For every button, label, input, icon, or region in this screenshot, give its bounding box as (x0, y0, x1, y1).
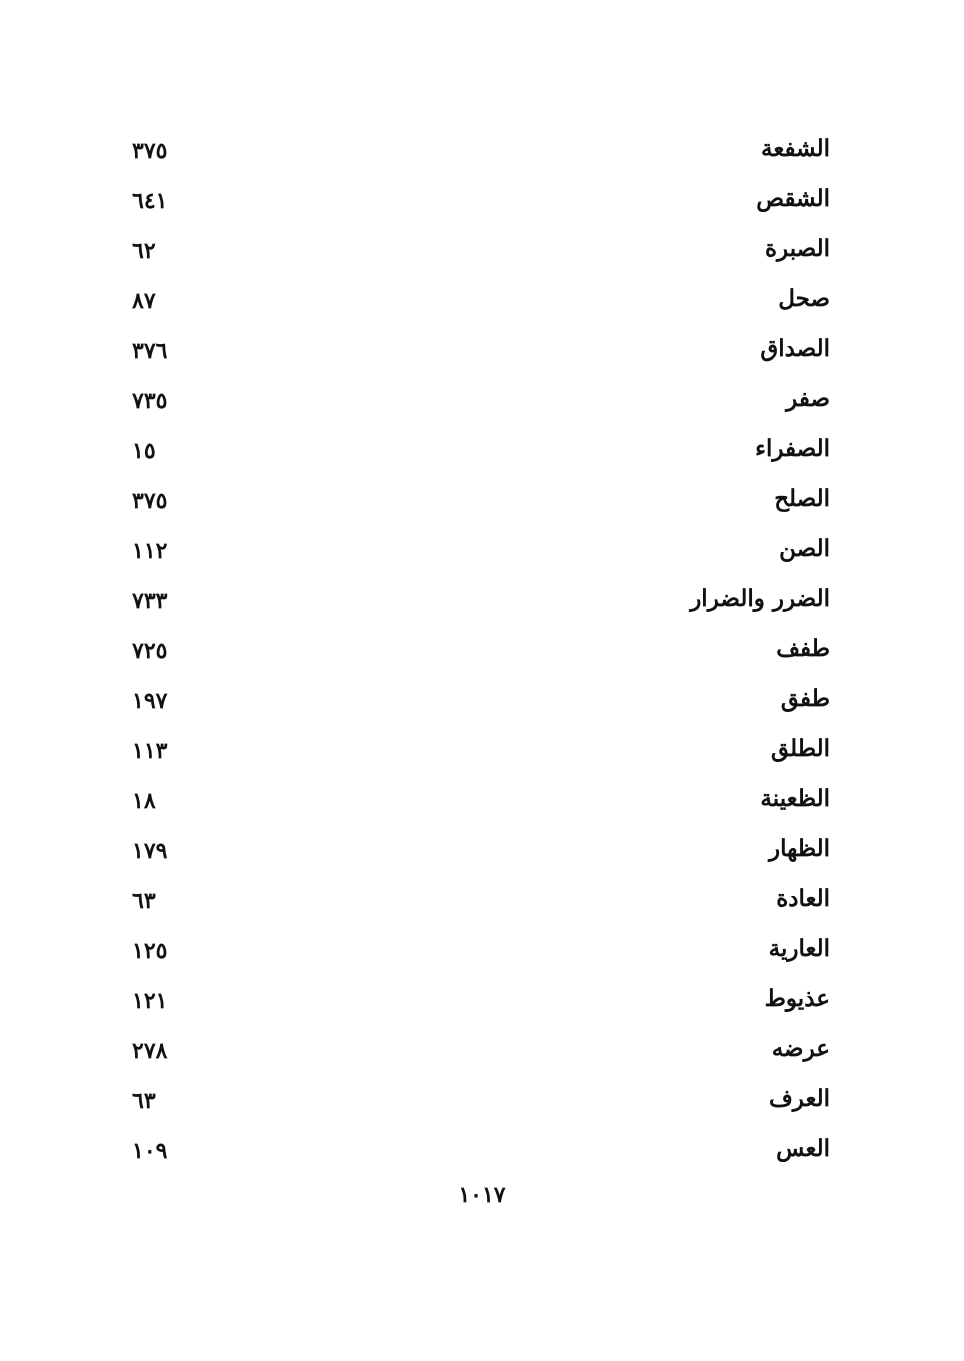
index-page-ref: ٧٢٥ (132, 638, 168, 664)
index-entry (120, 576, 830, 626)
index-page-ref: ٦٣ (132, 888, 156, 914)
index-term: الصداق (760, 335, 830, 362)
index-entry (120, 976, 830, 1026)
index-page-ref: ١٥ (132, 438, 156, 464)
index-list (120, 126, 830, 1176)
index-page-ref: ٦٢ (132, 238, 156, 264)
index-page-ref: ٨٧ (132, 288, 156, 314)
index-term: عذيوط (764, 985, 830, 1012)
index-entry (120, 1126, 830, 1176)
index-term: عرضه (771, 1035, 830, 1062)
index-entry (120, 276, 830, 326)
index-term: العرف (768, 1085, 830, 1112)
index-page-ref: ٧٣٥ (132, 388, 168, 414)
index-entry (120, 876, 830, 926)
index-page-ref: ٢٧٨ (132, 1038, 168, 1064)
index-page-ref: ١١٣ (132, 738, 168, 764)
index-entry (120, 176, 830, 226)
index-entry (120, 376, 830, 426)
page-number: ١٠١٧ (458, 1182, 506, 1208)
index-term: الصبرة (764, 235, 830, 262)
index-entry (120, 776, 830, 826)
index-page-ref: ١٨ (132, 788, 156, 814)
index-term: العادة (776, 885, 830, 912)
index-page-ref: ٣٧٦ (132, 338, 168, 364)
index-entry (120, 476, 830, 526)
index-entry (120, 1026, 830, 1076)
index-entry (120, 726, 830, 776)
index-entry (120, 526, 830, 576)
index-term: الصن (779, 535, 830, 562)
index-entry (120, 826, 830, 876)
index-term: طفف (776, 635, 830, 662)
index-page-ref: ٧٣٣ (132, 588, 168, 614)
index-term: الصلح (774, 485, 830, 512)
index-term: الظهار (769, 835, 830, 862)
index-page-ref: ١٢١ (132, 988, 168, 1014)
index-term: الشقص (756, 185, 830, 212)
index-term: الصفراء (755, 435, 830, 462)
index-page-ref: ١٧٩ (132, 838, 168, 864)
index-term: الشفعة (761, 135, 830, 162)
index-entry (120, 226, 830, 276)
index-entry (120, 676, 830, 726)
index-entry (120, 926, 830, 976)
index-term: طفق (780, 685, 830, 712)
index-page-ref: ٣٧٥ (132, 488, 168, 514)
index-entry (120, 1076, 830, 1126)
index-page-ref: ١٩٧ (132, 688, 168, 714)
index-page-ref: ١١٢ (132, 538, 168, 564)
index-page-ref: ٦٤١ (132, 188, 168, 214)
index-page-ref: ٣٧٥ (132, 138, 168, 164)
index-term: العس (776, 1135, 830, 1162)
index-term: صحل (778, 285, 830, 312)
index-page-ref: ١٠٩ (132, 1138, 168, 1164)
index-entry (120, 426, 830, 476)
index-term: الظعينة (760, 785, 830, 812)
index-term: الضرر والضرار (690, 585, 830, 612)
index-term: العارية (768, 935, 830, 962)
index-entry (120, 126, 830, 176)
index-page-ref: ١٢٥ (132, 938, 168, 964)
index-term: الطلق (770, 735, 830, 762)
index-entry (120, 626, 830, 676)
index-page-ref: ٦٣ (132, 1088, 156, 1114)
index-entry (120, 326, 830, 376)
index-term: صفر (786, 385, 830, 412)
